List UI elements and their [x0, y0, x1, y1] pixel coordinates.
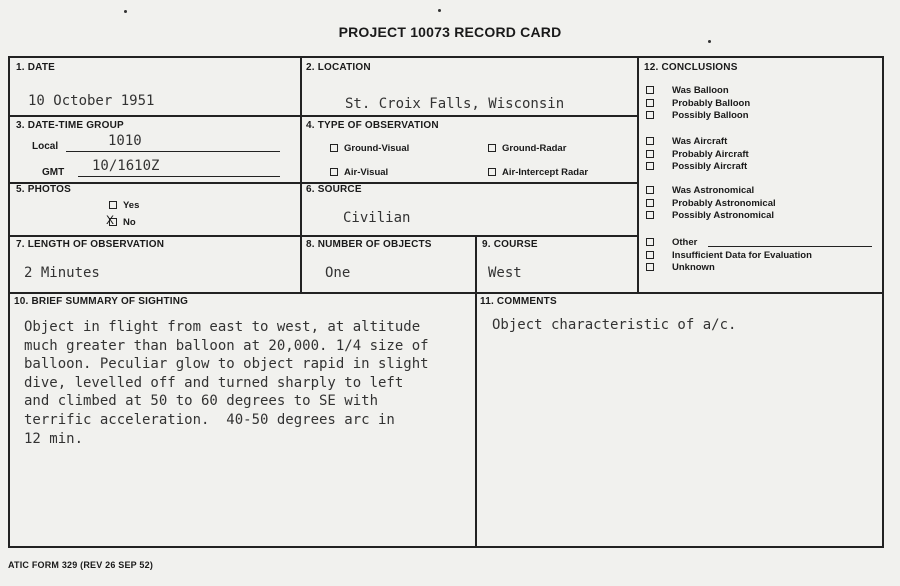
conclusion-option[interactable]: Probably Aircraft — [646, 149, 749, 162]
summary-line: and climbed at 50 to 60 degrees to SE with — [24, 393, 379, 410]
scan-speck — [438, 9, 441, 12]
summary-line: balloon. Peculiar glow to object rapid in slight — [24, 356, 429, 373]
checkbox-icon — [646, 137, 654, 145]
conclusions-group-astronomical — [646, 185, 776, 223]
option-air-visual[interactable]: Air-Visual — [330, 167, 388, 178]
conclusion-option[interactable]: Was Astronomical — [646, 185, 776, 198]
scan-speck — [708, 40, 711, 43]
checkbox-icon — [646, 111, 654, 119]
underline — [708, 246, 872, 247]
summary-line: Object in flight from east to west, at altitude — [24, 319, 421, 335]
date-value: 10 October 1951 — [28, 93, 155, 109]
conclusions-group-balloon — [646, 85, 750, 123]
summary-label: 10. BRIEF SUMMARY OF SIGHTING — [14, 296, 189, 307]
dtg-label: 3. DATE-TIME GROUP — [16, 120, 124, 131]
divider — [300, 57, 302, 293]
comments-label: 11. COMMENTS — [480, 296, 557, 307]
checkbox-icon — [646, 162, 654, 170]
conclusions-group-other — [646, 237, 812, 275]
photos-label: 5. PHOTOS — [16, 184, 71, 195]
source-value: Civilian — [343, 210, 411, 226]
underline — [66, 151, 280, 152]
course-value: West — [488, 265, 522, 281]
conclusion-option[interactable]: Other — [646, 237, 812, 250]
conclusion-option[interactable]: Insufficient Data for Evaluation — [646, 250, 812, 263]
form-number: ATIC FORM 329 (REV 26 SEP 52) — [8, 560, 154, 570]
checkbox-icon — [646, 86, 654, 94]
checkbox-icon — [646, 186, 654, 194]
dtg-gmt-label: GMT — [42, 167, 65, 178]
summary-line: much greater than balloon at 20,000. 1/4 size of — [24, 337, 429, 354]
course-label: 9. COURSE — [482, 239, 538, 250]
checkbox-icon — [488, 168, 496, 176]
location-label: 2. LOCATION — [306, 62, 371, 73]
conclusion-option[interactable]: Possibly Aircraft — [646, 161, 749, 174]
conclusion-option[interactable]: Probably Balloon — [646, 98, 750, 111]
scan-speck — [124, 10, 127, 13]
checkbox-icon — [330, 144, 338, 152]
date-label: 1. DATE — [16, 62, 55, 73]
option-air-intercept-radar[interactable]: Air-Intercept Radar — [488, 167, 588, 178]
divider — [637, 57, 639, 293]
photos-yes-option[interactable]: Yes — [109, 200, 139, 211]
conclusions-label: 12. CONCLUSIONS — [644, 62, 738, 73]
divider — [9, 115, 637, 117]
checkbox-icon — [646, 251, 654, 259]
divider — [9, 292, 883, 294]
option-ground-visual[interactable]: Ground-Visual — [330, 143, 409, 154]
source-label: 6. SOURCE — [306, 184, 362, 195]
checked-checkbox-icon: X — [109, 218, 117, 226]
checkbox-icon — [646, 263, 654, 271]
conclusion-option[interactable]: Unknown — [646, 262, 812, 275]
objects-value: One — [325, 265, 351, 281]
dtg-local-label: Local — [32, 141, 59, 152]
comments-value: Object characteristic of a/c. — [492, 317, 737, 333]
length-label: 7. LENGTH OF OBSERVATION — [16, 239, 165, 250]
conclusion-option[interactable]: Was Balloon — [646, 85, 750, 98]
photos-no-option[interactable]: X No — [106, 213, 136, 228]
summary-text — [24, 318, 494, 448]
summary-line: terrific acceleration. 40-50 degrees arc in — [24, 411, 395, 428]
length-value: 2 Minutes — [24, 265, 100, 281]
summary-line: 12 min. — [24, 430, 84, 447]
checkbox-icon — [646, 99, 654, 107]
dtg-gmt-value: 10/1610Z — [92, 158, 160, 174]
divider — [9, 235, 637, 237]
checkbox-icon — [109, 201, 117, 209]
checkbox-icon — [330, 168, 338, 176]
checkbox-icon — [646, 211, 654, 219]
checkbox-icon — [488, 144, 496, 152]
conclusion-option[interactable]: Possibly Astronomical — [646, 210, 776, 223]
underline — [78, 176, 280, 177]
conclusion-option[interactable]: Was Aircraft — [646, 136, 749, 149]
checkbox-icon — [646, 238, 654, 246]
observation-type-label: 4. TYPE OF OBSERVATION — [306, 120, 439, 131]
card-title: PROJECT 10073 RECORD CARD — [338, 24, 562, 40]
option-ground-radar[interactable]: Ground-Radar — [488, 143, 566, 154]
summary-line: dive, levelled off and turned sharply to left — [24, 374, 404, 391]
location-value: St. Croix Falls, Wisconsin — [345, 96, 565, 112]
conclusion-option[interactable]: Possibly Balloon — [646, 110, 750, 123]
dtg-local-value: 1010 — [108, 133, 142, 149]
conclusion-option[interactable]: Probably Astronomical — [646, 198, 776, 211]
conclusions-group-aircraft — [646, 136, 749, 174]
objects-label: 8. NUMBER OF OBJECTS — [306, 239, 432, 250]
checkbox-icon — [646, 199, 654, 207]
checkbox-icon — [646, 150, 654, 158]
